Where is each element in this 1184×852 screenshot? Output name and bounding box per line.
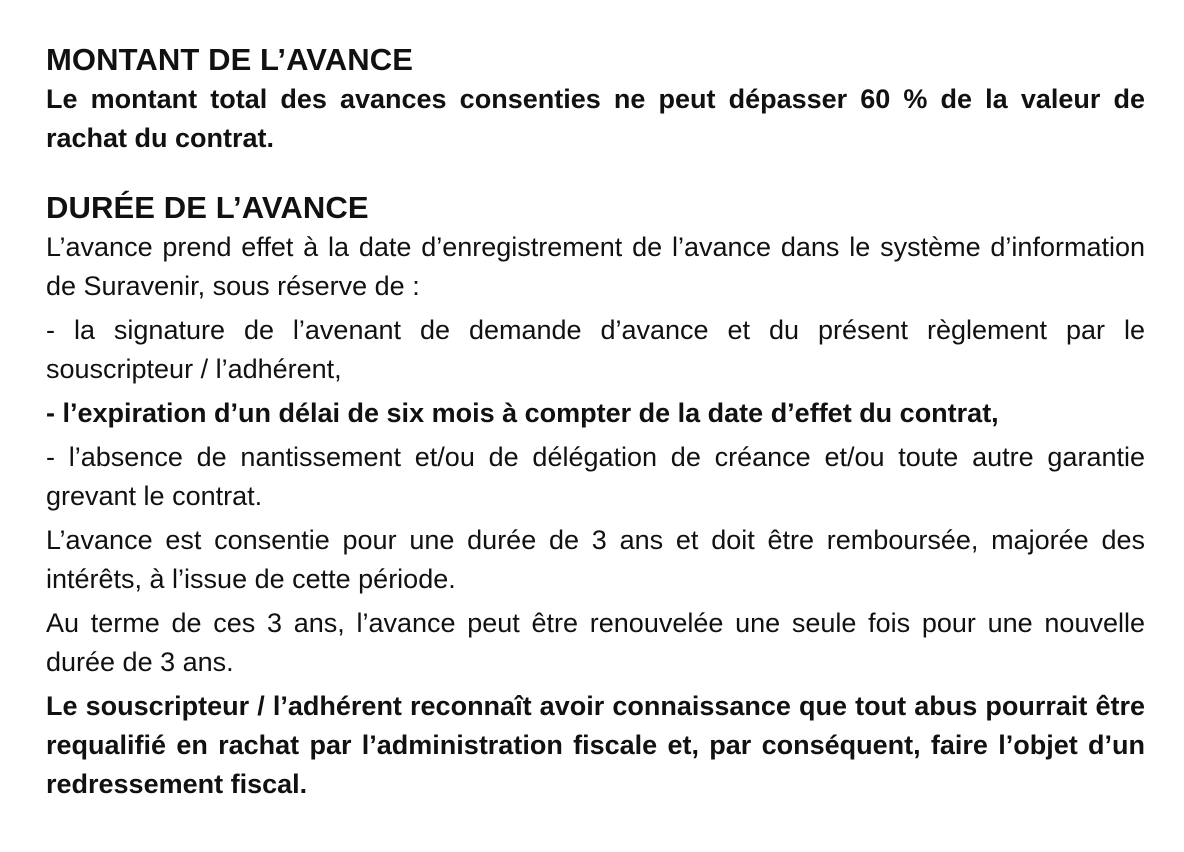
paragraph-duree-3-ans: L’avance est consentie pour une durée de 3 ans et doit être remboursée, majorée des intérêts, à l’issue de cette période.: [46, 525, 1145, 594]
paragraph-renouvellement: Au terme de ces 3 ans, l’avance peut être renouvelée une seule fois pour une nouvelle durée de 3 ans.: [46, 608, 1145, 677]
list-item-signature: - la signature de l’avenant de demande d’avance et du présent règlement par le souscripteur / l’adhérent,: [46, 315, 1145, 384]
list-item-absence-nantissement: - l’absence de nantissement et/ou de délégation de créance et/ou toute autre garantie grevant le contrat.: [46, 442, 1145, 511]
document-page: [46, 40, 1145, 804]
list-item-expiration: - l’expiration d’un délai de six mois à compter de la date d’effet du contrat,: [46, 398, 999, 428]
section-title-duree: DURÉE DE L’AVANCE: [46, 190, 369, 225]
section-title-montant: MONTANT DE L’AVANCE: [46, 42, 413, 77]
paragraph-montant-limit: Le montant total des avances consenties ne peut dépasser 60 % de la valeur de rachat du contrat.: [46, 84, 1145, 153]
paragraph-avertissement-fiscal: Le souscripteur / l’adhérent reconnaît avoir connaissance que tout abus pourrait être requalifié en rachat par l’administration fiscale et, par conséquent, faire l’objet d’un redressement fiscal.: [46, 691, 1145, 799]
paragraph-effet: L’avance prend effet à la date d’enregistrement de l’avance dans le système d’information de Suravenir, sous réserve de :: [46, 232, 1145, 301]
